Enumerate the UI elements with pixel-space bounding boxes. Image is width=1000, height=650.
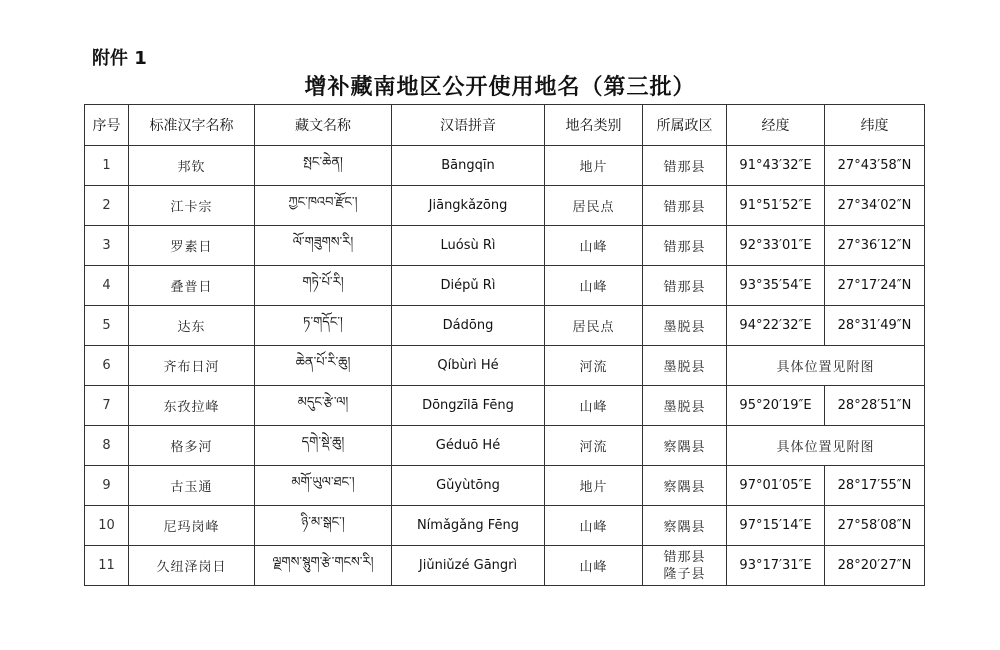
cell-category: 山峰: [545, 546, 643, 586]
cell-pinyin: Jiǔniǔzé Gāngrì: [392, 546, 545, 586]
cell-latitude: 27°17′24″N: [825, 266, 925, 306]
cell-tibetan-name: དགེ་སྡེ་ཆུ།: [255, 426, 392, 466]
place-names-table: [84, 104, 925, 586]
cell-chinese-name: 叠普日: [129, 266, 255, 306]
table-row: [85, 226, 925, 266]
cell-seq: 8: [85, 426, 129, 466]
cell-county: 错那县: [643, 186, 727, 226]
cell-category: 山峰: [545, 506, 643, 546]
cell-pinyin: Gǔyùtōng: [392, 466, 545, 506]
table-row: [85, 426, 925, 466]
cell-location-note: 具体位置见附图: [727, 426, 925, 466]
cell-chinese-name: 尼玛岗峰: [129, 506, 255, 546]
cell-chinese-name: 久纽泽岗日: [129, 546, 255, 586]
cell-tibetan-name: ལོ་གཟུགས་རི།: [255, 226, 392, 266]
table-row: [85, 546, 925, 586]
cell-latitude: 28°28′51″N: [825, 386, 925, 426]
cell-seq: 1: [85, 146, 129, 186]
cell-county: 错那县: [643, 146, 727, 186]
cell-county: 察隅县: [643, 466, 727, 506]
cell-latitude: 27°34′02″N: [825, 186, 925, 226]
cell-pinyin: Nímǎgǎng Fēng: [392, 506, 545, 546]
cell-category: 地片: [545, 146, 643, 186]
cell-seq: 11: [85, 546, 129, 586]
cell-pinyin: Dōngzīlā Fēng: [392, 386, 545, 426]
header-longitude: 经度: [727, 105, 825, 146]
cell-county: 墨脱县: [643, 346, 727, 386]
cell-longitude: 93°17′31″E: [727, 546, 825, 586]
cell-tibetan-name: མདུང་རྩེ་ལ།: [255, 386, 392, 426]
county-line-2: 隆子县: [663, 566, 706, 582]
cell-chinese-name: 东孜拉峰: [129, 386, 255, 426]
table-row: [85, 266, 925, 306]
table-header-row: [85, 105, 925, 146]
header-pinyin: 汉语拼音: [392, 105, 545, 146]
cell-chinese-name: 格多河: [129, 426, 255, 466]
cell-chinese-name: 古玉通: [129, 466, 255, 506]
cell-seq: 3: [85, 226, 129, 266]
document-title: 增补藏南地区公开使用地名（第三批）: [304, 74, 696, 100]
cell-latitude: 28°17′55″N: [825, 466, 925, 506]
cell-chinese-name: 齐布日河: [129, 346, 255, 386]
cell-county: 察隅县: [643, 506, 727, 546]
table-row: [85, 506, 925, 546]
cell-category: 地片: [545, 466, 643, 506]
cell-category: 居民点: [545, 186, 643, 226]
cell-seq: 4: [85, 266, 129, 306]
cell-county: 墨脱县: [643, 386, 727, 426]
cell-seq: 2: [85, 186, 129, 226]
cell-latitude: 27°58′08″N: [825, 506, 925, 546]
cell-tibetan-name: གཏེ་པོ་རི།: [255, 266, 392, 306]
table-row: [85, 386, 925, 426]
cell-category: 河流: [545, 346, 643, 386]
cell-category: 山峰: [545, 266, 643, 306]
cell-seq: 9: [85, 466, 129, 506]
cell-pinyin: Bāngqīn: [392, 146, 545, 186]
table-row: [85, 346, 925, 386]
cell-seq: 7: [85, 386, 129, 426]
cell-longitude: 93°35′54″E: [727, 266, 825, 306]
cell-pinyin: Géduō Hé: [392, 426, 545, 466]
cell-category: 山峰: [545, 226, 643, 266]
cell-longitude: 95°20′19″E: [727, 386, 825, 426]
attachment-label: 附件 1: [92, 48, 147, 69]
table-row: [85, 306, 925, 346]
county-line-1: 错那县: [663, 549, 706, 565]
cell-latitude: 28°31′49″N: [825, 306, 925, 346]
cell-latitude: 28°20′27″N: [825, 546, 925, 586]
cell-county: [643, 546, 727, 586]
cell-pinyin: Dádōng: [392, 306, 545, 346]
cell-chinese-name: 达东: [129, 306, 255, 346]
cell-tibetan-name: ཀྱང་ཁའབ་རྫོང་།: [255, 186, 392, 226]
cell-tibetan-name: ཉི་མ་སྒང་།: [255, 506, 392, 546]
cell-chinese-name: 江卡宗: [129, 186, 255, 226]
header-county: 所属政区: [643, 105, 727, 146]
cell-tibetan-name: ལྗགས་སྙུག་རྩེ་གངས་རི།: [255, 546, 392, 586]
cell-chinese-name: 罗素日: [129, 226, 255, 266]
cell-county: 察隅县: [643, 426, 727, 466]
cell-tibetan-name: སྤང་ཆེན།: [255, 146, 392, 186]
header-latitude: 纬度: [825, 105, 925, 146]
cell-longitude: 92°33′01″E: [727, 226, 825, 266]
cell-tibetan-name: ཆེན་པོ་རི་ཆུ།: [255, 346, 392, 386]
cell-pinyin: Jiāngkǎzōng: [392, 186, 545, 226]
cell-county: 错那县: [643, 226, 727, 266]
cell-longitude: 97°01′05″E: [727, 466, 825, 506]
cell-seq: 5: [85, 306, 129, 346]
cell-category: 河流: [545, 426, 643, 466]
cell-pinyin: Qíbùrì Hé: [392, 346, 545, 386]
header-tibetan-name: 藏文名称: [255, 105, 392, 146]
cell-county: 墨脱县: [643, 306, 727, 346]
cell-longitude: 91°43′32″E: [727, 146, 825, 186]
header-seq: 序号: [85, 105, 129, 146]
cell-chinese-name: 邦钦: [129, 146, 255, 186]
cell-pinyin: Luósù Rì: [392, 226, 545, 266]
cell-category: 山峰: [545, 386, 643, 426]
cell-longitude: 91°51′52″E: [727, 186, 825, 226]
cell-longitude: 94°22′32″E: [727, 306, 825, 346]
cell-longitude: 97°15′14″E: [727, 506, 825, 546]
cell-tibetan-name: མགོ་ཡུལ་ཐང་།: [255, 466, 392, 506]
cell-category: 居民点: [545, 306, 643, 346]
cell-seq: 6: [85, 346, 129, 386]
cell-location-note: 具体位置见附图: [727, 346, 925, 386]
cell-tibetan-name: ཏ་གདོང་།: [255, 306, 392, 346]
cell-latitude: 27°36′12″N: [825, 226, 925, 266]
cell-seq: 10: [85, 506, 129, 546]
cell-county: 错那县: [643, 266, 727, 306]
header-category: 地名类别: [545, 105, 643, 146]
header-chinese-name: 标准汉字名称: [129, 105, 255, 146]
table-row: [85, 146, 925, 186]
cell-latitude: 27°43′58″N: [825, 146, 925, 186]
table-row: [85, 186, 925, 226]
table-row: [85, 466, 925, 506]
cell-pinyin: Diépǔ Rì: [392, 266, 545, 306]
